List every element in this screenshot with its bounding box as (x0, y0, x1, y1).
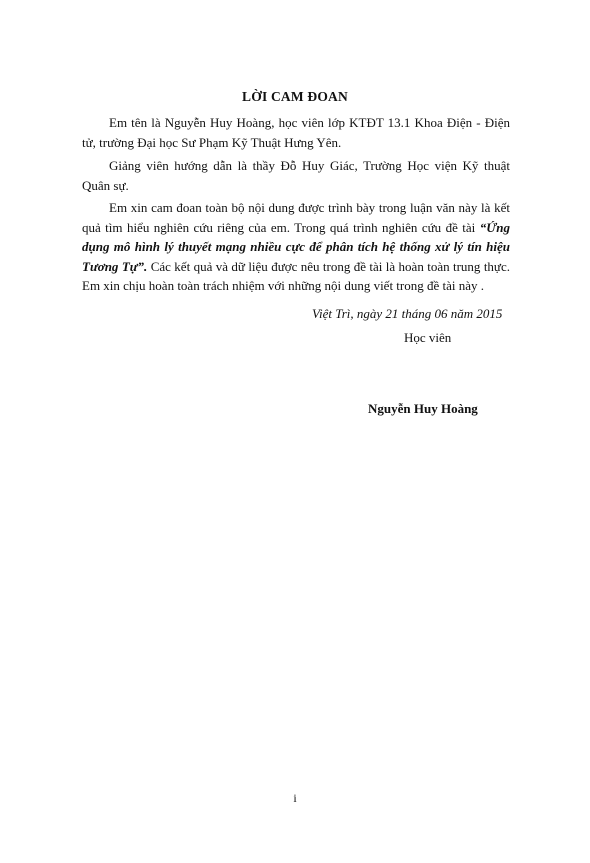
paragraph-student-info: Em tên là Nguyễn Huy Hoàng, học viên lớp KTĐT 13.1 Khoa Điện - Điện tử, trường Đại học Sư Phạm Kỹ Thuật Hưng Yên. (82, 115, 510, 150)
declaration-text-end: Các kết quả và dữ liệu được nêu trong đề tài là hoàn toàn trung thực. Em xin chịu hoàn toàn trách nhiệm với những nội dung viết trong đề tài này . (82, 258, 510, 293)
page-number: i (293, 791, 297, 805)
page-title: LỜI CAM ĐOAN (242, 89, 348, 104)
declaration-body (82, 113, 510, 300)
declaration-text-start: Em xin cam đoan toàn bộ nội dung được trình bày trong luận văn này là kết quả tìm hiểu nghiên cứu riêng của em. Trong quá trình nghiên cứu đề tài (82, 200, 510, 235)
signer-name: Nguyễn Huy Hoàng (368, 401, 478, 416)
paragraph-declaration (82, 198, 510, 296)
thesis-topic: “Ứng dụng mô hình lý thuyết mạng nhiều cực để phân tích hệ thống xử lý tín hiệu Tương Tự”. (82, 219, 510, 274)
signature-date: Việt Trì, ngày 21 tháng 06 năm 2015 (312, 306, 503, 321)
signature-role: Học viên (404, 330, 452, 345)
paragraph-supervisor: Giảng viên hướng dẫn là thầy Đỗ Huy Giác, Trường Học viện Kỹ thuật Quân sự. (82, 158, 510, 193)
